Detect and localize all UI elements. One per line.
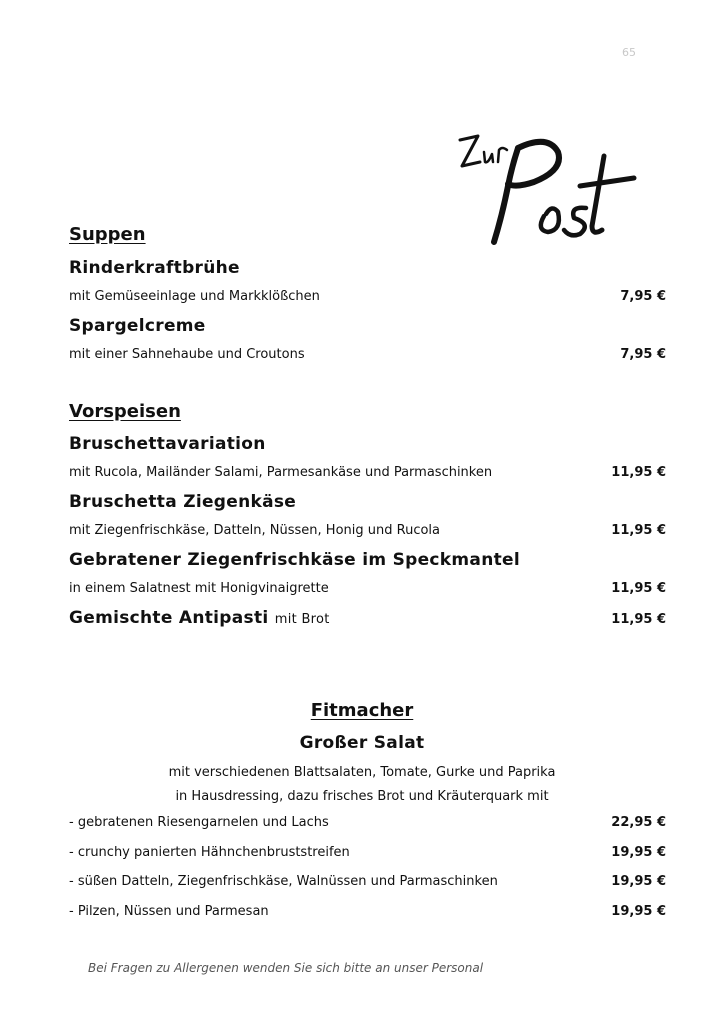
salad-option: - crunchy panierten Hähnchenbruststreifen bbox=[69, 845, 350, 860]
dish-description: in einem Salatnest mit Honigvinaigrette bbox=[69, 581, 329, 596]
section-title-fitmacher: Fitmacher bbox=[310, 700, 414, 721]
dish-suffix: mit Brot bbox=[274, 612, 330, 627]
section-title-suppen: Suppen bbox=[69, 224, 146, 245]
zur-post-logo bbox=[452, 126, 638, 252]
salad-option-price: 19,95 € bbox=[611, 874, 666, 889]
salad-option-price: 19,95 € bbox=[611, 845, 666, 860]
dish-description: mit Gemüseeinlage und Markklößchen bbox=[69, 289, 320, 304]
dish-description: mit Ziegenfrischkäse, Datteln, Nüssen, Honig und Rucola bbox=[69, 523, 440, 538]
dish-gebratener-ziegenfrischkaese: Gebratener Ziegenfrischkäse im Speckmantel bbox=[69, 550, 520, 570]
dish-price: 11,95 € bbox=[611, 612, 666, 627]
dish-price: 11,95 € bbox=[611, 581, 666, 596]
section-title-vorspeisen: Vorspeisen bbox=[69, 401, 181, 422]
dish-gemischte-antipasti bbox=[69, 608, 330, 628]
salad-option-price: 19,95 € bbox=[611, 904, 666, 919]
dish-grosser-salat: Großer Salat bbox=[299, 733, 425, 753]
salad-option-price: 22,95 € bbox=[611, 815, 666, 830]
salad-option: - gebratenen Riesengarnelen und Lachs bbox=[69, 815, 329, 830]
dish-price: 7,95 € bbox=[620, 289, 666, 304]
dish-description: mit Rucola, Mailänder Salami, Parmesankäse und Parmaschinken bbox=[69, 465, 493, 480]
salad-description-line-2: in Hausdressing, dazu frisches Brot und Kräuterquark mit bbox=[175, 789, 549, 804]
dish-price: 7,95 € bbox=[620, 347, 666, 362]
salad-option: - Pilzen, Nüssen und Parmesan bbox=[69, 904, 269, 919]
dish-price: 11,95 € bbox=[611, 465, 666, 480]
page-number: 65 bbox=[622, 46, 636, 59]
dish-description: mit einer Sahnehaube und Croutons bbox=[69, 347, 305, 362]
dish-bruschetta-ziegenkaese: Bruschetta Ziegenkäse bbox=[69, 492, 297, 512]
dish-rinderkraftbruehe: Rinderkraftbrühe bbox=[69, 258, 240, 278]
dish-bruschettavariation: Bruschettavariation bbox=[69, 434, 266, 454]
allergen-notice: Bei Fragen zu Allergenen wenden Sie sich bitte an unser Personal bbox=[88, 961, 484, 975]
salad-description-line-1: mit verschiedenen Blattsalaten, Tomate, Gurke und Paprika bbox=[168, 765, 556, 780]
dish-price: 11,95 € bbox=[611, 523, 666, 538]
dish-name: Gemischte Antipasti bbox=[69, 608, 269, 628]
dish-spargelcreme: Spargelcreme bbox=[69, 316, 206, 336]
salad-option: - süßen Datteln, Ziegenfrischkäse, Walnüssen und Parmaschinken bbox=[69, 874, 498, 889]
